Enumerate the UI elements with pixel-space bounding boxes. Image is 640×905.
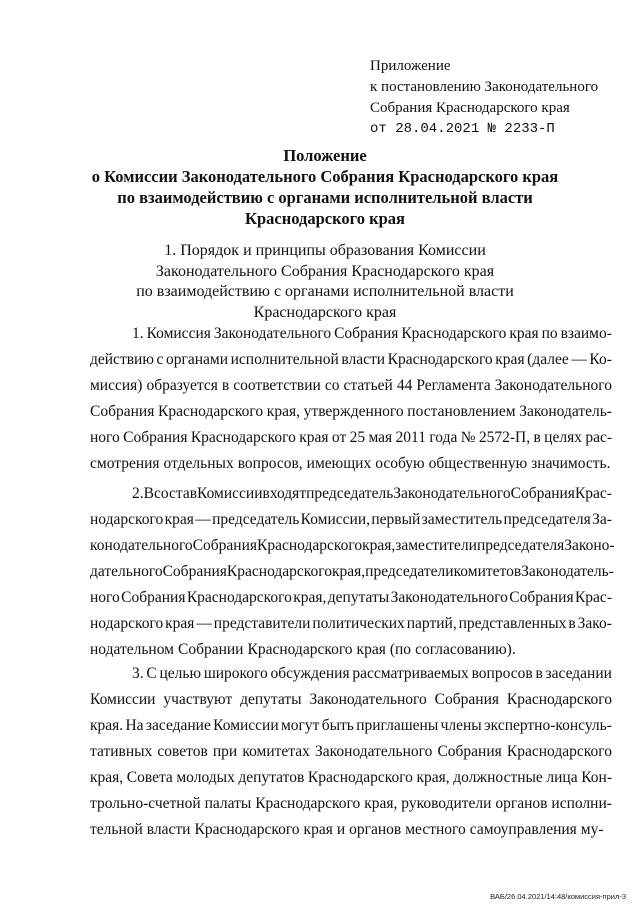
document-title — [40, 145, 610, 229]
title-line-3: по взаимодействию с органами исполнительной власти — [117, 188, 533, 207]
paragraph-line: 1. Комиссия Законодательного Собрания Краснодарского края по взаимо- — [132, 325, 612, 342]
footer-stamp: ВАБ/26.04.2021/14:48/комиссия-прил-3 — [490, 892, 626, 901]
paragraph-line: дательного Собрания Краснодарского края, председатели комитетов Законодатель- — [90, 563, 614, 580]
paragraph-3 — [90, 661, 612, 843]
paragraph-line: нодательном Собрании Краснодарского края (по согласованию). — [90, 641, 516, 658]
appendix-block — [370, 56, 598, 140]
paragraph-line: ного Собрания Краснодарского края, депутаты Законодательного Собрания Крас- — [90, 589, 612, 606]
paragraph-line: трольно-счетной палаты Краснодарского края, руководители органов исполни- — [90, 795, 612, 812]
paragraph-line: тативных советов при комитетах Законодательного Собрания Краснодарского — [90, 743, 612, 760]
title-line-1: Положение — [283, 146, 367, 165]
title-line-4: Краснодарского края — [245, 209, 405, 228]
paragraph-line: смотрения отдельных вопросов, имеющих особую общественную значимость. — [90, 455, 611, 472]
section-line-3: по взаимодействию с органами исполнительной власти — [136, 283, 514, 300]
paragraph-line: ного Собрания Краснодарского края от 25 мая 2011 года № 2572-П, в целях рас- — [90, 429, 612, 446]
paragraph-line: 3. С целью широкого обсуждения рассматриваемых вопросов в заседании — [132, 665, 612, 682]
paragraph-line: Собрания Краснодарского края, утвержденного постановлением Законодатель- — [90, 403, 612, 420]
paragraph-line: нодарского края — председатель Комиссии, первый заместитель председателя За- — [90, 511, 612, 528]
section-line-2: Законодательного Собрания Краснодарского края — [155, 262, 495, 280]
appendix-line-2: к постановлению Законодательного — [370, 79, 599, 95]
paragraph-line: конодательного Собрания Краснодарского края, заместители председателя Законо- — [90, 537, 615, 554]
paragraph-2 — [90, 481, 615, 663]
appendix-line-3: Собрания Краснодарского края — [370, 100, 570, 116]
section-line-1: 1. Порядок и принципы образования Комиссии — [164, 242, 486, 259]
paragraph-line: тельной власти Краснодарского края и органов местного самоуправления му- — [90, 821, 604, 838]
paragraph-line: миссия) образуется в соответствии со статьей 44 Регламента Законодательного — [90, 377, 612, 394]
paragraph-line: Комиссии участвуют депутаты Законодательного Собрания Краснодарского — [90, 691, 612, 708]
section-line-4: Краснодарского края — [253, 303, 397, 321]
section-heading — [40, 241, 610, 323]
title-line-2: о Комиссии Законодательного Собрания Краснодарского края — [91, 167, 559, 186]
paragraph-line: края. На заседание Комиссии могут быть приглашены члены экспертно-консуль- — [90, 717, 612, 734]
appendix-line-4: от 28.04.2021 № 2233-П — [370, 121, 555, 137]
paragraph-1 — [90, 321, 612, 477]
paragraph-line: края, Совета молодых депутатов Краснодарского края, должностные лица Кон- — [90, 769, 612, 786]
paragraph-line: 2. В состав Комиссии входят председатель Законодательного Собрания Крас- — [132, 485, 612, 502]
paragraph-line: нодарского края — представители политических партий, представленных в Зако- — [90, 615, 612, 632]
appendix-line-1: Приложение — [370, 58, 451, 74]
paragraph-line: действию с органами исполнительной власти Краснодарского края (далее — Ко- — [90, 351, 612, 368]
